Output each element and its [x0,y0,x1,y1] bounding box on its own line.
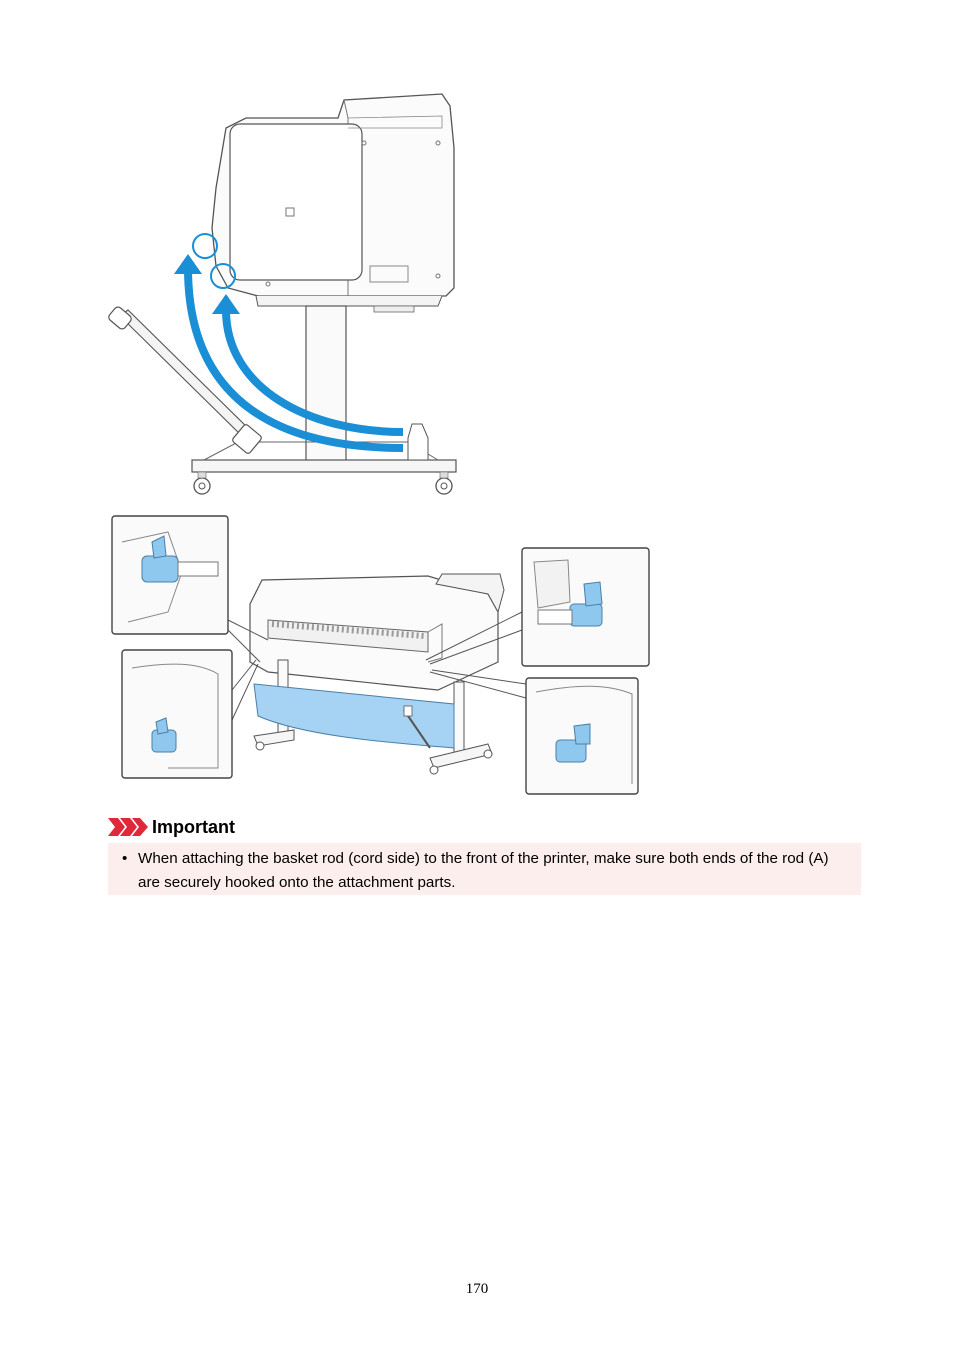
important-list-item [122,847,843,895]
important-chevrons-icon [108,818,148,836]
important-title: Important [152,816,235,837]
bullet-icon: • [122,850,128,867]
page-number: 170 [465,1281,489,1297]
important-list [122,847,843,895]
important-item-text: When attaching the basket rod (cord side) to the front of the printer, make sure both ends of the rod (A) are securely hooked onto the attachment parts. [138,850,829,891]
important-heading [108,815,235,839]
printer-side-view-illustration [108,88,464,500]
important-note-box [108,843,861,895]
printer-front-view-illustration [108,512,653,800]
